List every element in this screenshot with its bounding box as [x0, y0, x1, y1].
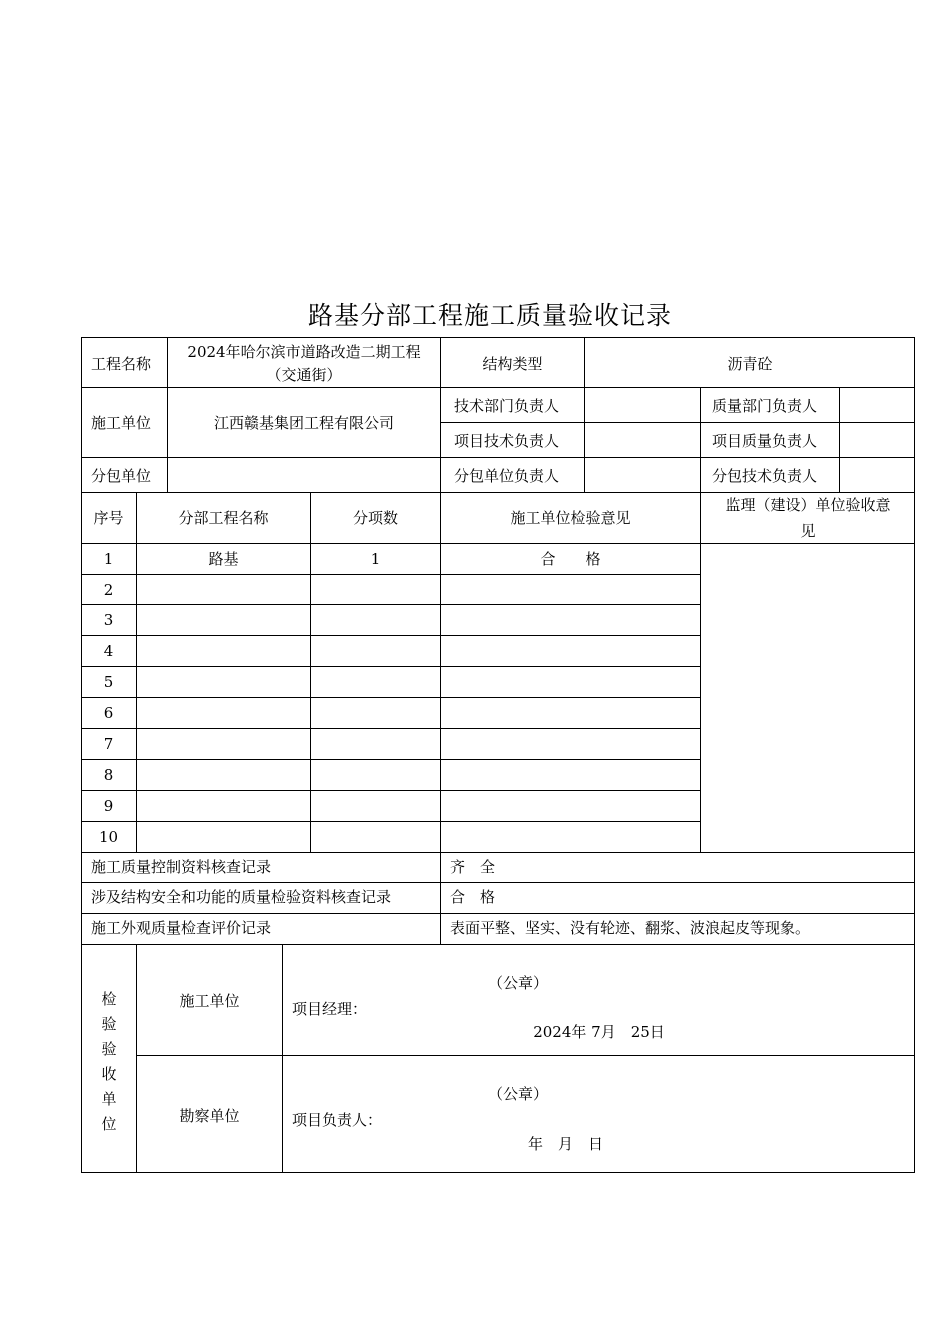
construction-date: 2024年 7月 25日 [533, 1023, 665, 1041]
row-divider [81, 666, 700, 667]
row-divider [81, 604, 700, 605]
row-name: 路基 [208, 550, 239, 568]
tech-dept-head-label: 技术部门负责人 [454, 397, 560, 415]
acceptance-group-label: 检验验收单位 [101, 990, 117, 1133]
row-seq: 1 [103, 550, 114, 568]
row-divider [81, 543, 915, 544]
project-name-value: 2024年哈尔滨市道路改造二期工程 [187, 343, 421, 361]
row-seq: 4 [103, 642, 114, 660]
acceptance-form-table [81, 337, 915, 1173]
sub-unit-head-label: 分包单位负责人 [454, 467, 560, 485]
sub-tech-head-label: 分包技术负责人 [712, 467, 818, 485]
row-divider [81, 759, 700, 760]
col-header-count: 分项数 [352, 509, 398, 527]
col-divider [700, 492, 701, 852]
row-divider [81, 728, 700, 729]
contractor-label: 施工单位 [91, 414, 152, 432]
col-divider [310, 492, 311, 852]
check-label: 施工质量控制资料核查记录 [91, 858, 272, 876]
row-seq: 9 [103, 797, 114, 815]
row-divider [81, 913, 915, 914]
check-label: 涉及结构安全和功能的质量检验资料核查记录 [91, 888, 392, 906]
row-divider [81, 790, 700, 791]
row-divider [81, 852, 915, 853]
col-header-seq: 序号 [93, 509, 124, 527]
subcontractor-label: 分包单位 [91, 467, 152, 485]
project-tech-head-label: 项目技术负责人 [454, 432, 560, 450]
structure-type-value: 沥青砼 [727, 355, 773, 373]
col-divider [839, 387, 840, 492]
row-count: 1 [370, 550, 381, 568]
row-seq: 2 [103, 581, 114, 599]
row-divider [81, 944, 915, 945]
row-seq: 10 [98, 828, 119, 846]
project-name-value-suffix: （交通街） [266, 366, 342, 384]
page-title: 路基分部工程施工质量验收记录 [307, 301, 672, 330]
survey-seal: （公章） [487, 1085, 548, 1103]
row-divider [81, 882, 915, 883]
quality-dept-head-label: 质量部门负责人 [712, 397, 818, 415]
check-value: 表面平整、坚实、没有轮迹、翻浆、波浪起皮等现象。 [450, 919, 811, 937]
row-divider [81, 821, 700, 822]
col-header-supervisor-cont: 见 [800, 522, 816, 540]
check-value: 合 格 [450, 888, 496, 906]
col-header-opinion: 施工单位检验意见 [510, 509, 631, 527]
row-seq: 5 [103, 673, 114, 691]
col-divider [136, 944, 137, 1173]
construction-seal: （公章） [487, 974, 548, 992]
contractor-value: 江西赣基集团工程有限公司 [213, 414, 394, 432]
col-divider [136, 492, 137, 852]
check-label: 施工外观质量检查评价记录 [91, 919, 272, 937]
construction-unit-label: 施工单位 [179, 992, 240, 1010]
col-header-supervisor: 监理（建设）单位验收意 [725, 496, 891, 514]
col-header-name: 分部工程名称 [178, 509, 269, 527]
project-quality-head-label: 项目质量负责人 [712, 432, 818, 450]
col-divider [700, 387, 701, 492]
survey-date: 年 月 日 [527, 1135, 603, 1153]
row-opinion: 合 格 [540, 550, 601, 568]
row-seq: 8 [103, 766, 114, 784]
row-divider [81, 492, 915, 493]
row-seq: 7 [103, 735, 114, 753]
survey-unit-label: 勘察单位 [179, 1107, 240, 1125]
row-divider [81, 697, 700, 698]
construction-person-label: 项目经理： [292, 1000, 368, 1018]
row-divider [81, 574, 700, 575]
row-seq: 6 [103, 704, 114, 722]
row-divider [81, 635, 700, 636]
structure-type-label: 结构类型 [482, 355, 543, 373]
row-divider [81, 387, 915, 388]
row-divider [81, 457, 915, 458]
check-value: 齐 全 [450, 858, 496, 876]
row-divider [136, 1055, 915, 1056]
row-divider [440, 422, 915, 423]
row-seq: 3 [103, 611, 114, 629]
project-name-label: 工程名称 [91, 355, 152, 373]
survey-person-label: 项目负责人： [292, 1111, 383, 1129]
